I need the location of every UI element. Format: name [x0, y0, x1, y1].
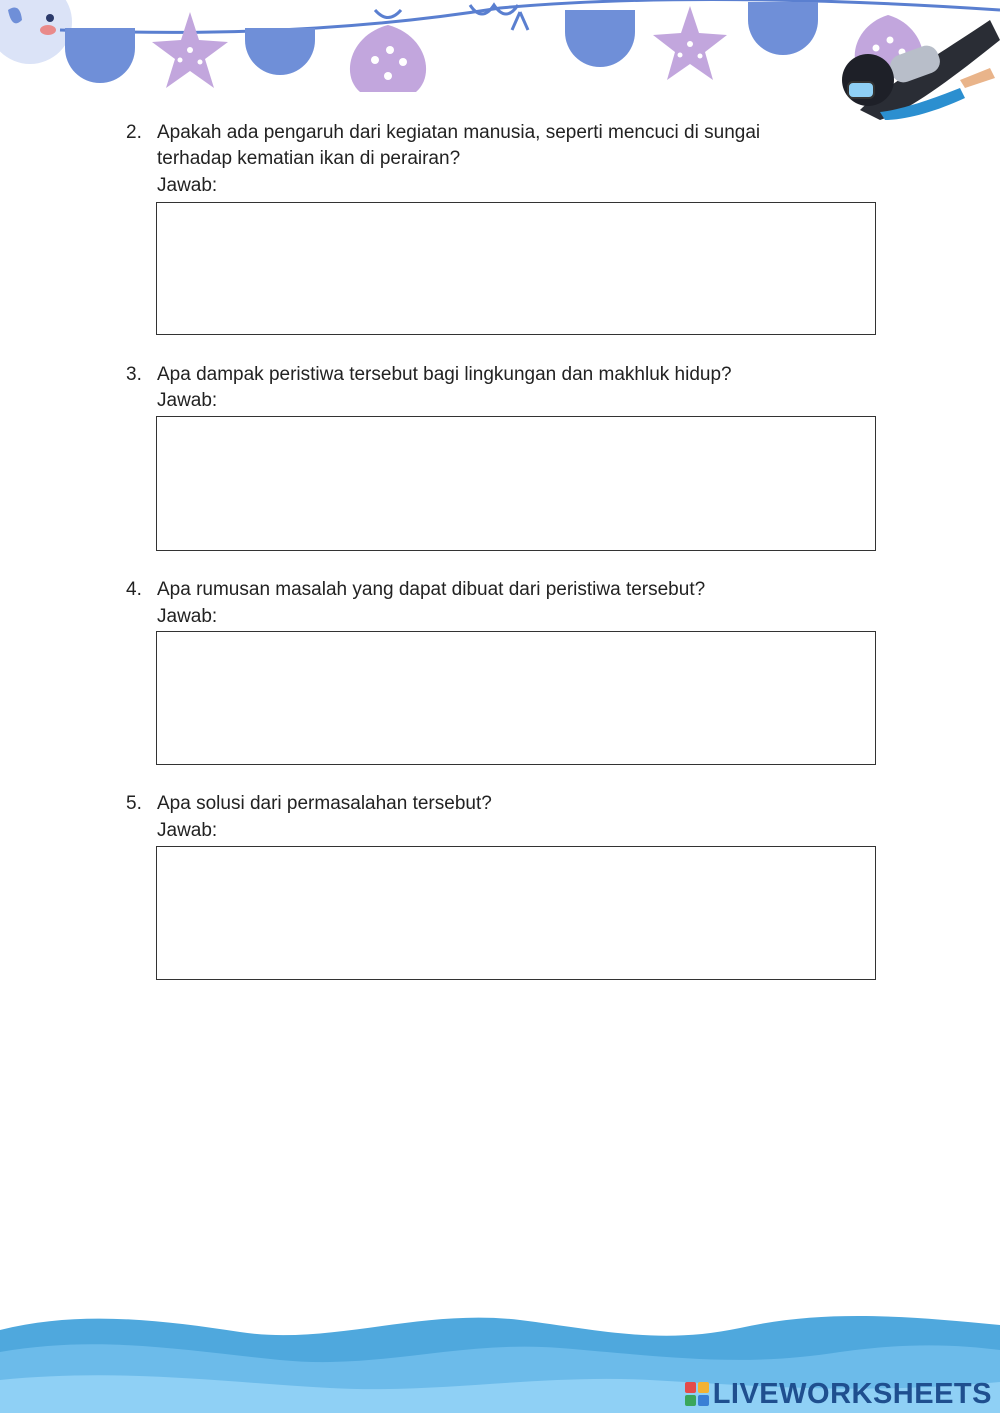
question-number: 2.	[126, 122, 142, 143]
answer-label: Jawab:	[157, 390, 218, 411]
question-text: Apakah ada pengaruh dari kegiatan manusia, seperti mencuci di sungai terhadap kematian ikan di perairan?	[157, 122, 761, 169]
starfish-icon	[653, 6, 727, 80]
answer-box-5[interactable]	[156, 846, 876, 980]
question-text: Apa rumusan masalah yang dapat dibuat dari peristiwa tersebut?	[157, 579, 706, 600]
question-number: 5.	[126, 793, 142, 814]
answer-box-3[interactable]	[156, 416, 876, 551]
starfish-icon	[152, 12, 228, 88]
top-bunting-decoration	[0, 0, 1000, 125]
question-text: Apa dampak peristiwa tersebut bagi lingkungan dan makhluk hidup?	[157, 364, 732, 385]
answer-label: Jawab:	[157, 606, 218, 627]
answer-box-2[interactable]	[156, 202, 876, 335]
question-number: 4.	[126, 579, 142, 600]
answer-label: Jawab:	[157, 820, 218, 841]
bubble-icon	[0, 0, 72, 64]
answer-label: Jawab:	[157, 175, 218, 196]
liveworksheets-logo	[685, 1376, 992, 1412]
brand-name: LIVEWORKSHEETS	[712, 1377, 992, 1410]
question-text: Apa solusi dari permasalahan tersebut?	[157, 793, 492, 814]
brand-logo-icon	[685, 1382, 709, 1406]
question-number: 3.	[126, 364, 142, 385]
answer-box-4[interactable]	[156, 631, 876, 765]
